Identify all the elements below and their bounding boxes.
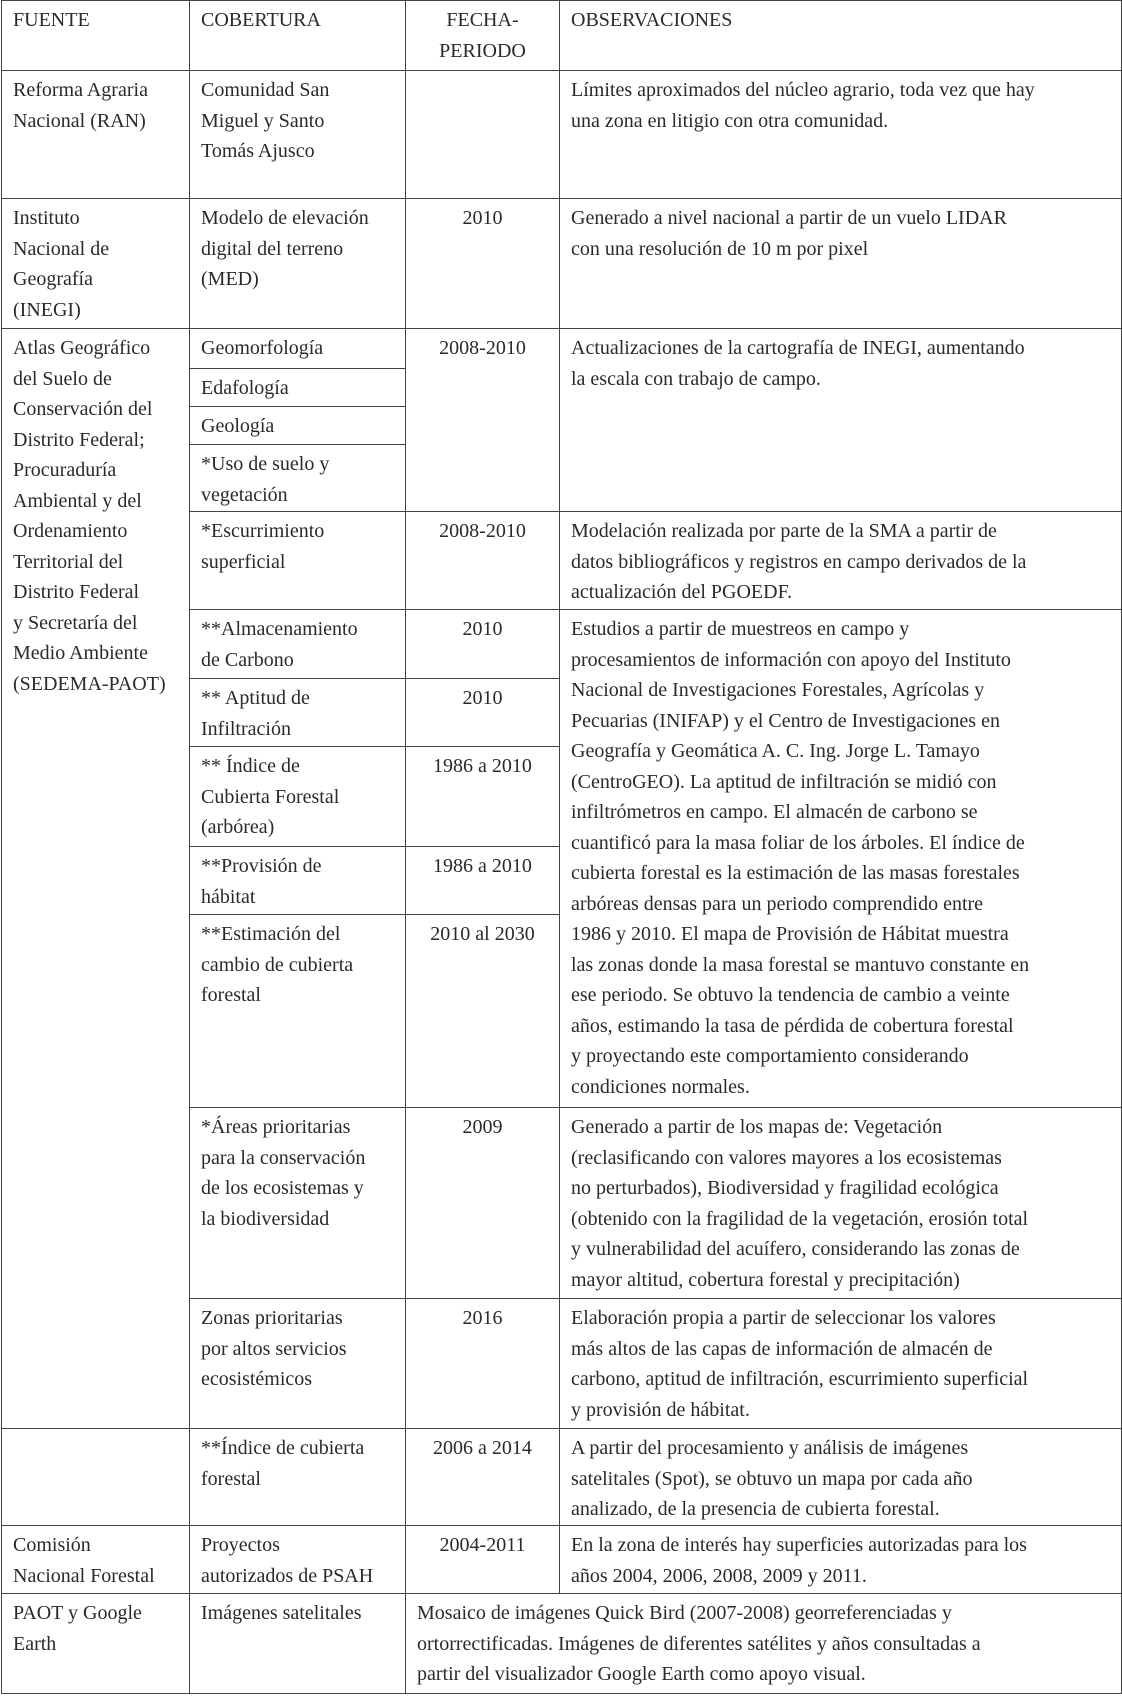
fecha-cell: 2006 a 2014 [406, 1429, 560, 1526]
fuente-cell [2, 1429, 190, 1526]
header-cobertura: COBERTURA [190, 1, 406, 71]
table-row [2, 71, 1122, 199]
obs-cell: Mosaico de imágenes Quick Bird (2007-2008) georreferenciadas y ortorrectificadas. Imágenes de diferentes satélites y años consultadas a partir del visualizador Google Earth como apoyo visual. [406, 1594, 1122, 1694]
fecha-cell: 2010 [406, 199, 560, 329]
sources-table [1, 0, 1122, 1694]
table-row [2, 329, 1122, 369]
obs-cell: En la zona de interés hay superficies autorizadas para los años 2004, 2006, 2008, 2009 y 2011. [560, 1526, 1122, 1594]
fecha-cell: 2009 [406, 1108, 560, 1299]
cobertura-cell: Imágenes satelitales [190, 1594, 406, 1694]
cobertura-cell: **Índice de cubierta forestal [190, 1429, 406, 1526]
cobertura-cell: *Áreas prioritarias para la conservación de los ecosistemas y la biodiversidad [190, 1108, 406, 1299]
obs-cell: Modelación realizada por parte de la SMA a partir de datos bibliográficos y registros en campo derivados de la actualización del PGOEDF. [560, 512, 1122, 610]
cobertura-cell: **Estimación del cambio de cubierta forestal [190, 915, 406, 1108]
fecha-cell: 1986 a 2010 [406, 747, 560, 847]
cobertura-cell: Comunidad San Miguel y Santo Tomás Ajusco [190, 71, 406, 199]
cobertura-cell: ** Aptitud de Infiltración [190, 679, 406, 747]
cobertura-cell: *Escurrimiento superficial [190, 512, 406, 610]
fuente-cell: PAOT y Google Earth [2, 1594, 190, 1694]
header-row [2, 1, 1122, 71]
obs-cell: Estudios a partir de muestreos en campo y procesamientos de información con apoyo del Instituto Nacional de Investigaciones Forestales, Agrícolas y Pecuarias (INIFAP) y el Centro de Investigaciones en Geografía y Geomática A. C. Ing. Jorge L. Tamayo (CentroGEO). La aptitud de infiltración se midió con infiltrómetros en campo. El almacén de carbono se cuantificó para la masa foliar de los árboles. El índice de cubierta forestal es la estimación de las masas forestales arbóreas densas para un periodo comprendido entre 1986 y 2010. El mapa de Provisión de Hábitat muestra las zonas donde la masa forestal se mantuvo constante en ese periodo. Se obtuvo la tendencia de cambio a veinte años, estimando la tasa de pérdida de cobertura forestal y proyectando este comportamiento considerando condiciones normales. [560, 610, 1122, 1108]
header-observaciones: OBSERVACIONES [560, 1, 1122, 71]
fecha-cell: 1986 a 2010 [406, 847, 560, 915]
table-row [2, 1429, 1122, 1526]
fecha-cell: 2004-2011 [406, 1526, 560, 1594]
fecha-cell: 2016 [406, 1299, 560, 1429]
cobertura-cell: **Almacenamiento de Carbono [190, 610, 406, 679]
table-row [2, 199, 1122, 329]
fecha-cell: 2008-2010 [406, 329, 560, 512]
obs-cell: A partir del procesamiento y análisis de imágenes satelitales (Spot), se obtuvo un mapa por cada año analizado, de la presencia de cubierta forestal. [560, 1429, 1122, 1526]
obs-cell: Elaboración propia a partir de seleccionar los valores más altos de las capas de información de almacén de carbono, aptitud de infiltración, escurrimiento superficial y provisión de hábitat. [560, 1299, 1122, 1429]
fuente-cell: Atlas Geográfico del Suelo de Conservación del Distrito Federal; Procuraduría Ambiental y del Ordenamiento Territorial del Distrito Federal y Secretaría del Medio Ambiente (SEDEMA-PAOT) [2, 329, 190, 1429]
fecha-cell [406, 71, 560, 199]
cobertura-cell: Zonas prioritarias por altos servicios ecosistémicos [190, 1299, 406, 1429]
cobertura-cell: **Provisión de hábitat [190, 847, 406, 915]
obs-cell: Generado a partir de los mapas de: Vegetación (reclasificando con valores mayores a los ecosistemas no perturbados), Biodiversidad y fragilidad ecológica (obtenido con la fragilidad de la vegetación, erosión total y vulnerabilidad del acuífero, considerando las zonas de mayor altitud, cobertura forestal y precipitación) [560, 1108, 1122, 1299]
fuente-cell: Instituto Nacional de Geografía (INEGI) [2, 199, 190, 329]
cobertura-cell: Modelo de elevación digital del terreno (MED) [190, 199, 406, 329]
cobertura-cell: *Uso de suelo y vegetación [190, 445, 406, 512]
cobertura-cell: Geomorfología [190, 329, 406, 369]
cobertura-cell: Proyectos autorizados de PSAH [190, 1526, 406, 1594]
fecha-cell: 2010 [406, 679, 560, 747]
table-row [2, 1594, 1122, 1694]
fuente-cell: Comisión Nacional Forestal [2, 1526, 190, 1594]
cobertura-cell: Edafología [190, 369, 406, 407]
header-fecha: FECHA- PERIODO [406, 1, 560, 71]
fuente-cell: Reforma Agraria Nacional (RAN) [2, 71, 190, 199]
table-row [2, 1526, 1122, 1594]
fecha-cell: 2008-2010 [406, 512, 560, 610]
fecha-cell: 2010 [406, 610, 560, 679]
cobertura-cell: Geología [190, 407, 406, 445]
fecha-cell: 2010 al 2030 [406, 915, 560, 1108]
cobertura-cell: ** Índice de Cubierta Forestal (arbórea) [190, 747, 406, 847]
header-fuente: FUENTE [2, 1, 190, 71]
obs-cell: Actualizaciones de la cartografía de INEGI, aumentando la escala con trabajo de campo. [560, 329, 1122, 512]
obs-cell: Generado a nivel nacional a partir de un vuelo LIDAR con una resolución de 10 m por pixel [560, 199, 1122, 329]
obs-cell: Límites aproximados del núcleo agrario, toda vez que hay una zona en litigio con otra comunidad. [560, 71, 1122, 199]
